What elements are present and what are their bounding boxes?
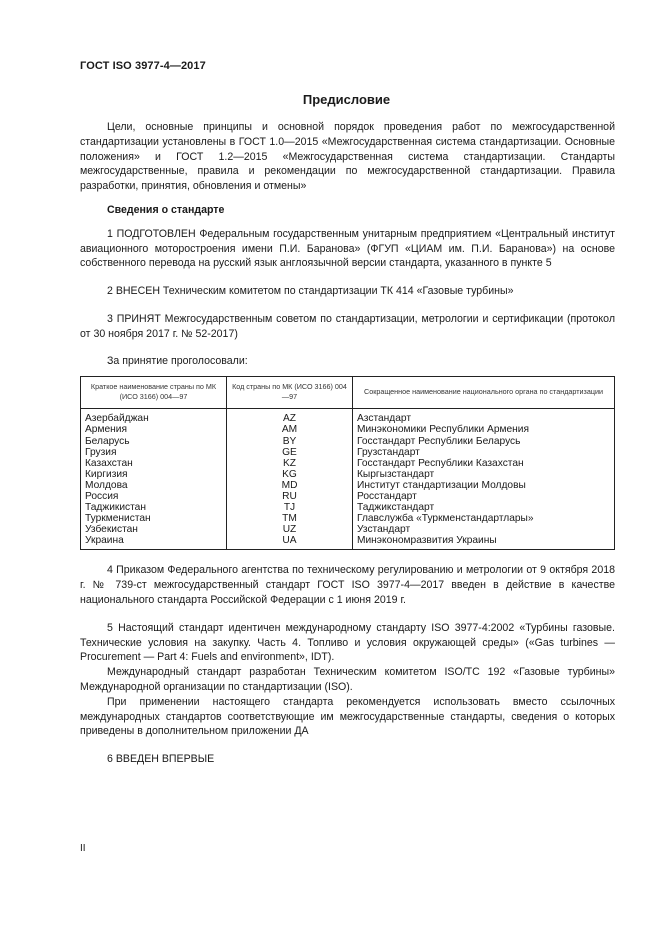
country-name: Азербайджан xyxy=(81,409,227,425)
country-code: RU xyxy=(227,491,353,502)
standards-body: Азстандарт xyxy=(353,409,615,425)
country-code: AM xyxy=(227,424,353,435)
table-row xyxy=(81,447,615,458)
item-3-paragraph: 3 ПРИНЯТ Межгосударственным советом по стандартизации, метрологии и сертификации (протокол от 30 ноября 2017 г. № 52-2017) xyxy=(80,312,615,340)
table-row xyxy=(81,524,615,535)
section-heading: Сведения о стандарте xyxy=(107,203,225,216)
item-6-paragraph: 6 ВВЕДЕН ВПЕРВЫЕ xyxy=(107,753,215,766)
voting-countries-table xyxy=(80,376,615,550)
standards-body: Минэкономразвития Украины xyxy=(353,535,615,550)
standards-body: Росстандарт xyxy=(353,491,615,502)
country-code: UA xyxy=(227,535,353,550)
table-row xyxy=(81,469,615,480)
country-name: Туркменистан xyxy=(81,513,227,524)
intro-paragraph: Цели, основные принципы и основной порядок проведения работ по межгосударственной стандартизации установлены в ГОСТ 1.0—2015 «Межгосударственная система стандартизации. Основные положения» и ГОСТ 1.2—2015 «Межгосударственная система стандартизации. Стандарты межгосударственные, правила и рекомендации по межгосударственной стандартизации. Правила разработки, принятия, обновления и отмены» xyxy=(80,121,615,193)
standards-body: Главслужба «Туркменстандартлары» xyxy=(353,513,615,524)
preface-content xyxy=(80,120,615,767)
document-code: ГОСТ ISO 3977-4—2017 xyxy=(80,60,206,72)
country-name: Узбекистан xyxy=(81,524,227,535)
country-name: Молдова xyxy=(81,480,227,491)
table-row xyxy=(81,491,615,502)
country-code: TM xyxy=(227,513,353,524)
country-code: GE xyxy=(227,447,353,458)
table-row xyxy=(81,458,615,469)
standards-body: Госстандарт Республики Беларусь xyxy=(353,436,615,447)
country-name: Казахстан xyxy=(81,458,227,469)
page-number: II xyxy=(80,843,86,854)
column-header-code: Код страны по МК (ИСО 3166) 004—97 xyxy=(227,377,353,409)
table-row xyxy=(81,513,615,524)
country-name: Армения xyxy=(81,424,227,435)
country-name: Украина xyxy=(81,535,227,550)
standards-body: Грузстандарт xyxy=(353,447,615,458)
column-header-organization: Сокращенное наименование национального органа по стандартизации xyxy=(353,377,615,409)
standards-body: Институт стандартизации Молдовы xyxy=(353,480,615,491)
table-row xyxy=(81,424,615,435)
table-row xyxy=(81,502,615,513)
table-row xyxy=(81,535,615,550)
standards-body: Узстандарт xyxy=(353,524,615,535)
country-code: MD xyxy=(227,480,353,491)
country-code: TJ xyxy=(227,502,353,513)
standards-body: Минэкономики Республики Армения xyxy=(353,424,615,435)
country-code: UZ xyxy=(227,524,353,535)
item-5-international-paragraph: Международный стандарт разработан Техническим комитетом ISO/TC 192 «Газовые турбины» Международной организации по стандартизации (ISO). xyxy=(80,666,615,694)
table-row xyxy=(81,436,615,447)
page-title: Предисловие xyxy=(302,92,391,107)
item-2-paragraph: 2 ВНЕСЕН Техническим комитетом по стандартизации ТК 414 «Газовые турбины» xyxy=(107,285,514,298)
vote-label: За принятие проголосовали: xyxy=(107,354,248,367)
standards-body: Госстандарт Республики Казахстан xyxy=(353,458,615,469)
country-name: Таджикистан xyxy=(81,502,227,513)
country-name: Киргизия xyxy=(81,469,227,480)
column-header-country: Краткое наименование страны по МК (ИСО 3166) 004—97 xyxy=(81,377,227,409)
country-code: BY xyxy=(227,436,353,447)
item-5-paragraph: 5 Настоящий стандарт идентичен международному стандарту ISO 3977-4:2002 «Турбины газовые. Технические условия на закупку. Часть 4. Топливо и условия окружающей среды» («Gas turbines — Procurement — Part 4: Fuels and environment», IDT). xyxy=(80,621,615,664)
country-name: Грузия xyxy=(81,447,227,458)
item-5-application-paragraph: При применении настоящего стандарта рекомендуется использовать вместо ссылочных международных стандартов соответствующие им межгосударственные стандарты, сведения о которых приведены в дополнительном приложении ДА xyxy=(80,695,615,738)
table-header-row xyxy=(81,377,615,409)
item-1-paragraph: 1 ПОДГОТОВЛЕН Федеральным государственным унитарным предприятием «Центральный институт авиационного моторостроения имени П.И. Баранова» (ФГУП «ЦИАМ им. П.И. Баранова») на основе собственного перевода на русский язык англоязычной версии стандарта, указанного в пункте 5 xyxy=(80,227,615,270)
country-code: KZ xyxy=(227,458,353,469)
country-code: AZ xyxy=(227,409,353,425)
table-row xyxy=(81,480,615,491)
item-4-paragraph: 4 Приказом Федерального агентства по техническому регулированию и метрологии от 9 октября 2018 г. № 739-ст межгосударственный стандарт ГОСТ ISO 3977-4—2017 введен в действие в качестве национального стандарта Российской Федерации с 1 июня 2019 г. xyxy=(80,564,615,607)
standards-body: Кыргызстандарт xyxy=(353,469,615,480)
table-row xyxy=(81,409,615,425)
country-code: KG xyxy=(227,469,353,480)
country-name: Россия xyxy=(81,491,227,502)
country-name: Беларусь xyxy=(81,436,227,447)
standards-body: Таджикстандарт xyxy=(353,502,615,513)
